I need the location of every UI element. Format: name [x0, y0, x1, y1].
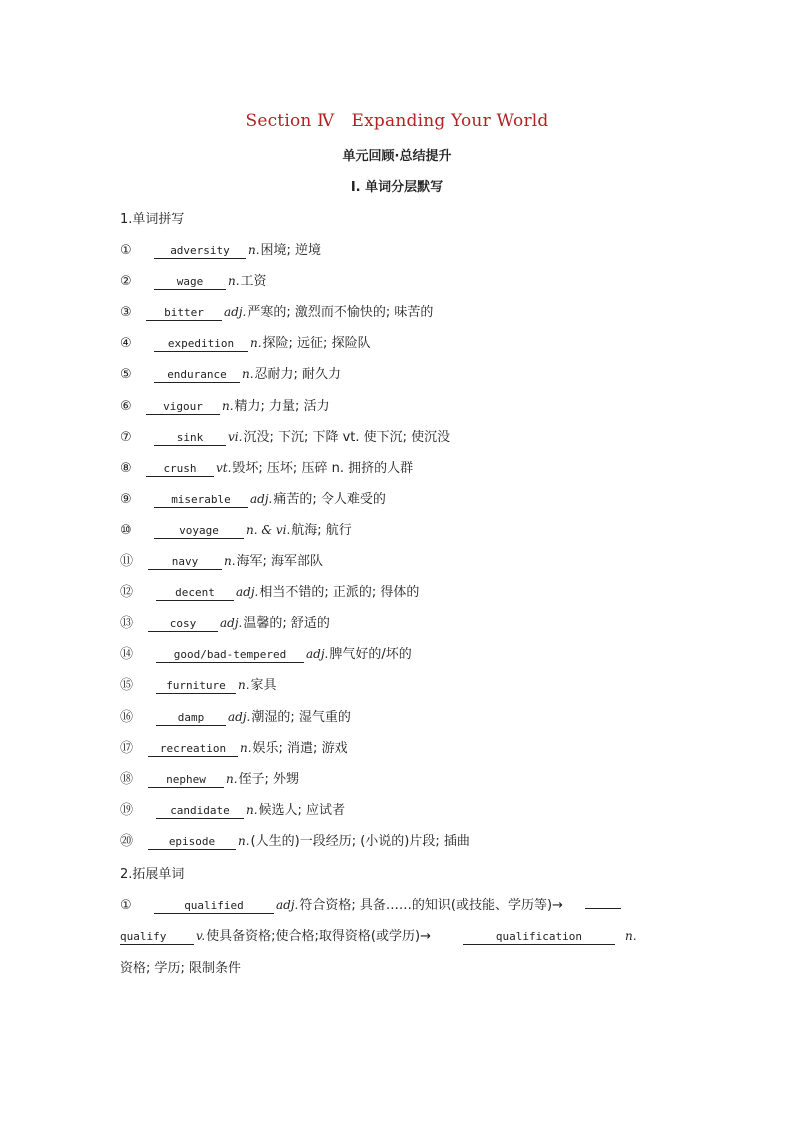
list-item	[120, 457, 413, 477]
word-meaning: 海军; 海军部队	[236, 554, 324, 569]
item-number: ⑦	[120, 429, 132, 445]
list-item	[120, 395, 330, 415]
word-meaning: 资格; 学历; 限制条件	[120, 961, 242, 976]
section-title: Section Ⅳ Expanding Your World	[245, 111, 549, 131]
item-number: ②	[120, 274, 132, 290]
item-number: ⑱	[120, 771, 134, 787]
word-meaning: 沉没; 下沉; 下降 vt. 使下沉; 使沉没	[243, 429, 451, 445]
item-number: ⑯	[120, 709, 134, 725]
part2-label: 2.拓展单词	[120, 867, 185, 882]
list-item	[120, 239, 321, 259]
part-of-speech: adj.	[236, 585, 259, 600]
part-of-speech: adj.	[224, 305, 247, 320]
answer-blank: navy	[148, 555, 222, 570]
list-item	[120, 706, 351, 726]
answer-blank: candidate	[156, 804, 244, 819]
part-of-speech: n.	[240, 740, 252, 755]
answer-blank: cosy	[148, 617, 218, 632]
item-number: ⑲	[120, 802, 134, 818]
item-number: ⑩	[120, 522, 132, 538]
part-of-speech: vt.	[216, 460, 232, 475]
item-number: ⑳	[120, 833, 134, 849]
list-item	[120, 830, 470, 850]
part-of-speech: n.	[246, 802, 258, 817]
answer-blank: expedition	[154, 337, 248, 352]
list-item	[120, 488, 386, 508]
word-meaning: (人生的)一段经历; (小说的)片段; 插曲	[250, 833, 470, 849]
word-meaning: 符合资格; 具备……的知识(或技能、学历等)→	[299, 898, 563, 913]
word-meaning: 探险; 远征; 探险队	[262, 336, 371, 352]
answer-blank: bitter	[146, 306, 222, 321]
part-of-speech: adj.	[276, 898, 299, 912]
word-meaning: 侄子; 外甥	[238, 771, 300, 787]
extended-line-3	[120, 957, 241, 976]
answer-blank: damp	[156, 711, 226, 726]
section-subtitle: 单元回顾·总结提升	[342, 149, 452, 164]
list-item	[120, 550, 323, 570]
answer-blank: endurance	[154, 368, 240, 383]
list-item	[120, 799, 345, 819]
answer-blank: wage	[154, 275, 226, 290]
list-item	[120, 581, 419, 601]
item-number: ⑨	[120, 491, 132, 507]
part-of-speech: n.	[242, 367, 254, 382]
extended-number: ①	[120, 898, 132, 913]
item-number: ①	[120, 243, 132, 258]
word-meaning: 忍耐力; 耐久力	[254, 367, 342, 383]
part-of-speech: vi.	[228, 429, 243, 444]
part-of-speech: n.	[624, 929, 637, 943]
answer-blank: qualification	[463, 930, 615, 945]
answer-blank: sink	[154, 431, 226, 446]
item-number: ④	[120, 336, 132, 352]
list-item	[120, 270, 267, 290]
item-number: ⑬	[120, 616, 134, 632]
item-number: ⑫	[120, 585, 134, 601]
list-item	[120, 737, 348, 757]
item-number: ⑮	[120, 678, 134, 694]
answer-blank-continued	[585, 908, 621, 909]
part-of-speech: adj.	[228, 709, 251, 724]
item-number: ⑤	[120, 367, 132, 383]
part-of-speech: adj.	[220, 616, 243, 631]
answer-blank: good/bad-tempered	[156, 648, 304, 663]
part-of-speech: n.	[226, 771, 238, 786]
item-number: ⑭	[120, 647, 134, 663]
part-of-speech: n.	[250, 336, 262, 351]
list-item	[120, 612, 330, 632]
part-of-speech: adj.	[306, 647, 329, 662]
list-item	[120, 643, 412, 663]
part-of-speech: n.	[238, 678, 250, 693]
list-item	[120, 363, 341, 383]
list-item	[120, 301, 433, 321]
answer-blank: vigour	[146, 400, 220, 415]
part-of-speech: n.	[228, 274, 240, 289]
item-number: ⑥	[120, 398, 132, 414]
word-meaning: 温馨的; 舒适的	[243, 616, 330, 632]
answer-blank: adversity	[154, 244, 246, 259]
answer-blank: episode	[148, 835, 236, 850]
part-of-speech: n.	[222, 398, 234, 413]
answer-blank: voyage	[154, 524, 244, 539]
word-meaning: 使具备资格;使合格;取得资格(或学历)→	[206, 929, 431, 944]
extended-line-2	[120, 925, 638, 945]
answer-blank: qualify	[120, 930, 194, 945]
word-meaning: 痛苦的; 令人难受的	[273, 491, 386, 507]
part-of-speech: n.	[224, 554, 236, 568]
list-item	[120, 332, 371, 352]
word-meaning: 候选人; 应试者	[258, 802, 346, 818]
word-meaning: 精力; 力量; 活力	[234, 398, 330, 414]
part-of-speech: n. & vi.	[246, 522, 291, 537]
answer-blank: furniture	[156, 679, 236, 694]
list-item	[120, 674, 277, 694]
word-meaning: 工资	[240, 274, 267, 290]
extended-line-1	[120, 894, 623, 914]
word-meaning: 脾气好的/坏的	[329, 647, 412, 663]
answer-blank: qualified	[154, 899, 274, 914]
list-item	[120, 519, 352, 539]
answer-blank: nephew	[148, 773, 224, 788]
item-number: ⑰	[120, 740, 134, 756]
answer-blank: decent	[156, 586, 234, 601]
word-meaning: 家具	[250, 678, 277, 694]
item-number: ⑧	[120, 460, 132, 476]
item-number: ⑪	[120, 554, 134, 569]
part-of-speech: n.	[238, 833, 250, 848]
word-meaning: 相当不错的; 正派的; 得体的	[259, 585, 420, 601]
part-of-speech: n.	[248, 243, 260, 257]
word-meaning: 娱乐; 消遣; 游戏	[252, 740, 348, 756]
list-item	[120, 426, 450, 446]
part1-label: 1.单词拼写	[120, 212, 185, 227]
part-of-speech: v.	[196, 929, 206, 943]
word-meaning: 困境; 逆境	[260, 243, 322, 258]
item-number: ③	[120, 305, 132, 321]
answer-blank: crush	[146, 462, 214, 477]
exercise-heading: Ⅰ. 单词分层默写	[350, 180, 444, 195]
word-meaning: 潮湿的; 湿气重的	[251, 709, 351, 725]
word-meaning: 严寒的; 激烈而不愉快的; 味苦的	[247, 305, 434, 321]
list-item	[120, 768, 299, 788]
word-meaning: 毁坏; 压坏; 压碎 n. 拥挤的人群	[232, 460, 414, 476]
answer-blank: miserable	[154, 493, 248, 508]
answer-blank: recreation	[148, 742, 238, 757]
word-meaning: 航海; 航行	[291, 522, 352, 538]
part-of-speech: adj.	[250, 491, 273, 506]
